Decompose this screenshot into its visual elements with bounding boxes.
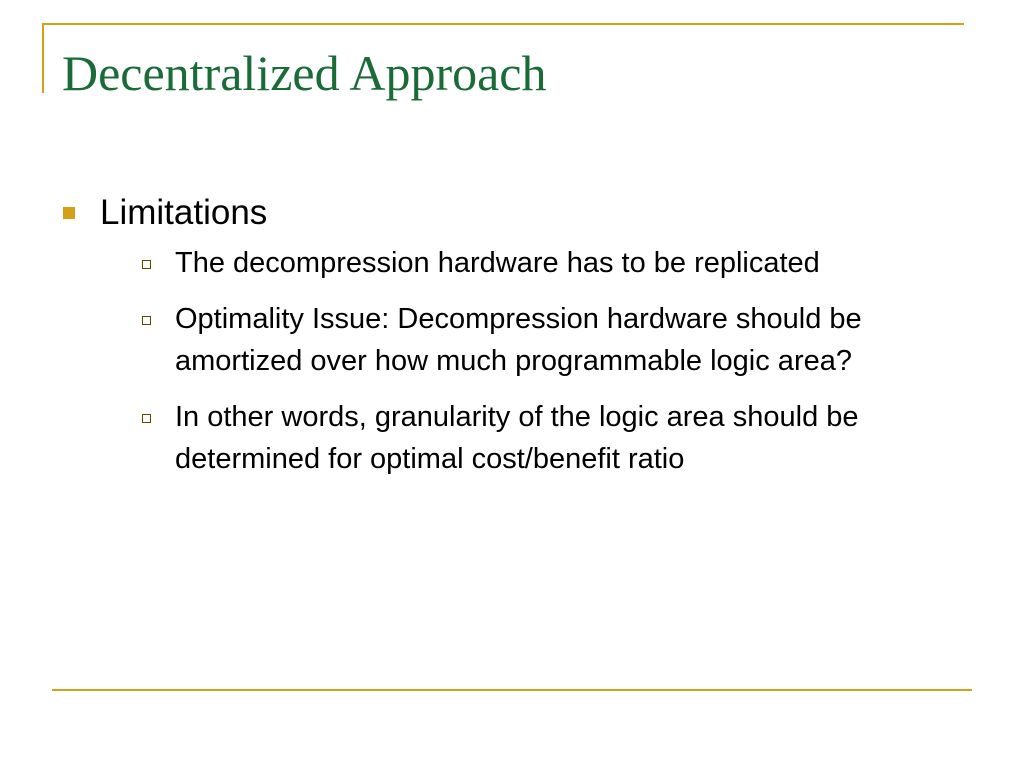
sub-bullet-text: The decompression hardware has to be replicated bbox=[175, 247, 820, 279]
bullet-label: Limitations bbox=[100, 193, 268, 232]
slide-body bbox=[62, 186, 982, 494]
sub-bullet-item bbox=[100, 298, 982, 382]
hollow-square-bullet-icon bbox=[142, 316, 151, 325]
sub-bullet-item bbox=[100, 396, 982, 480]
sub-bullet-item bbox=[100, 242, 982, 284]
sub-bullet-text: In other words, granularity of the logic area should be determined for optimal cost/benefit ratio bbox=[175, 401, 859, 475]
bottom-accent-rule bbox=[52, 689, 972, 691]
hollow-square-bullet-icon bbox=[142, 260, 151, 269]
filled-square-bullet-icon bbox=[63, 207, 75, 219]
left-accent-rule bbox=[42, 23, 44, 93]
top-accent-rule bbox=[42, 23, 964, 25]
bullet-item-limitations bbox=[62, 186, 982, 480]
sub-bullet-list bbox=[100, 242, 982, 480]
sub-bullet-text: Optimality Issue: Decompression hardware should be amortized over how much programmable logic area? bbox=[175, 303, 862, 377]
slide-title: Decentralized Approach bbox=[62, 45, 547, 101]
hollow-square-bullet-icon bbox=[142, 414, 151, 423]
